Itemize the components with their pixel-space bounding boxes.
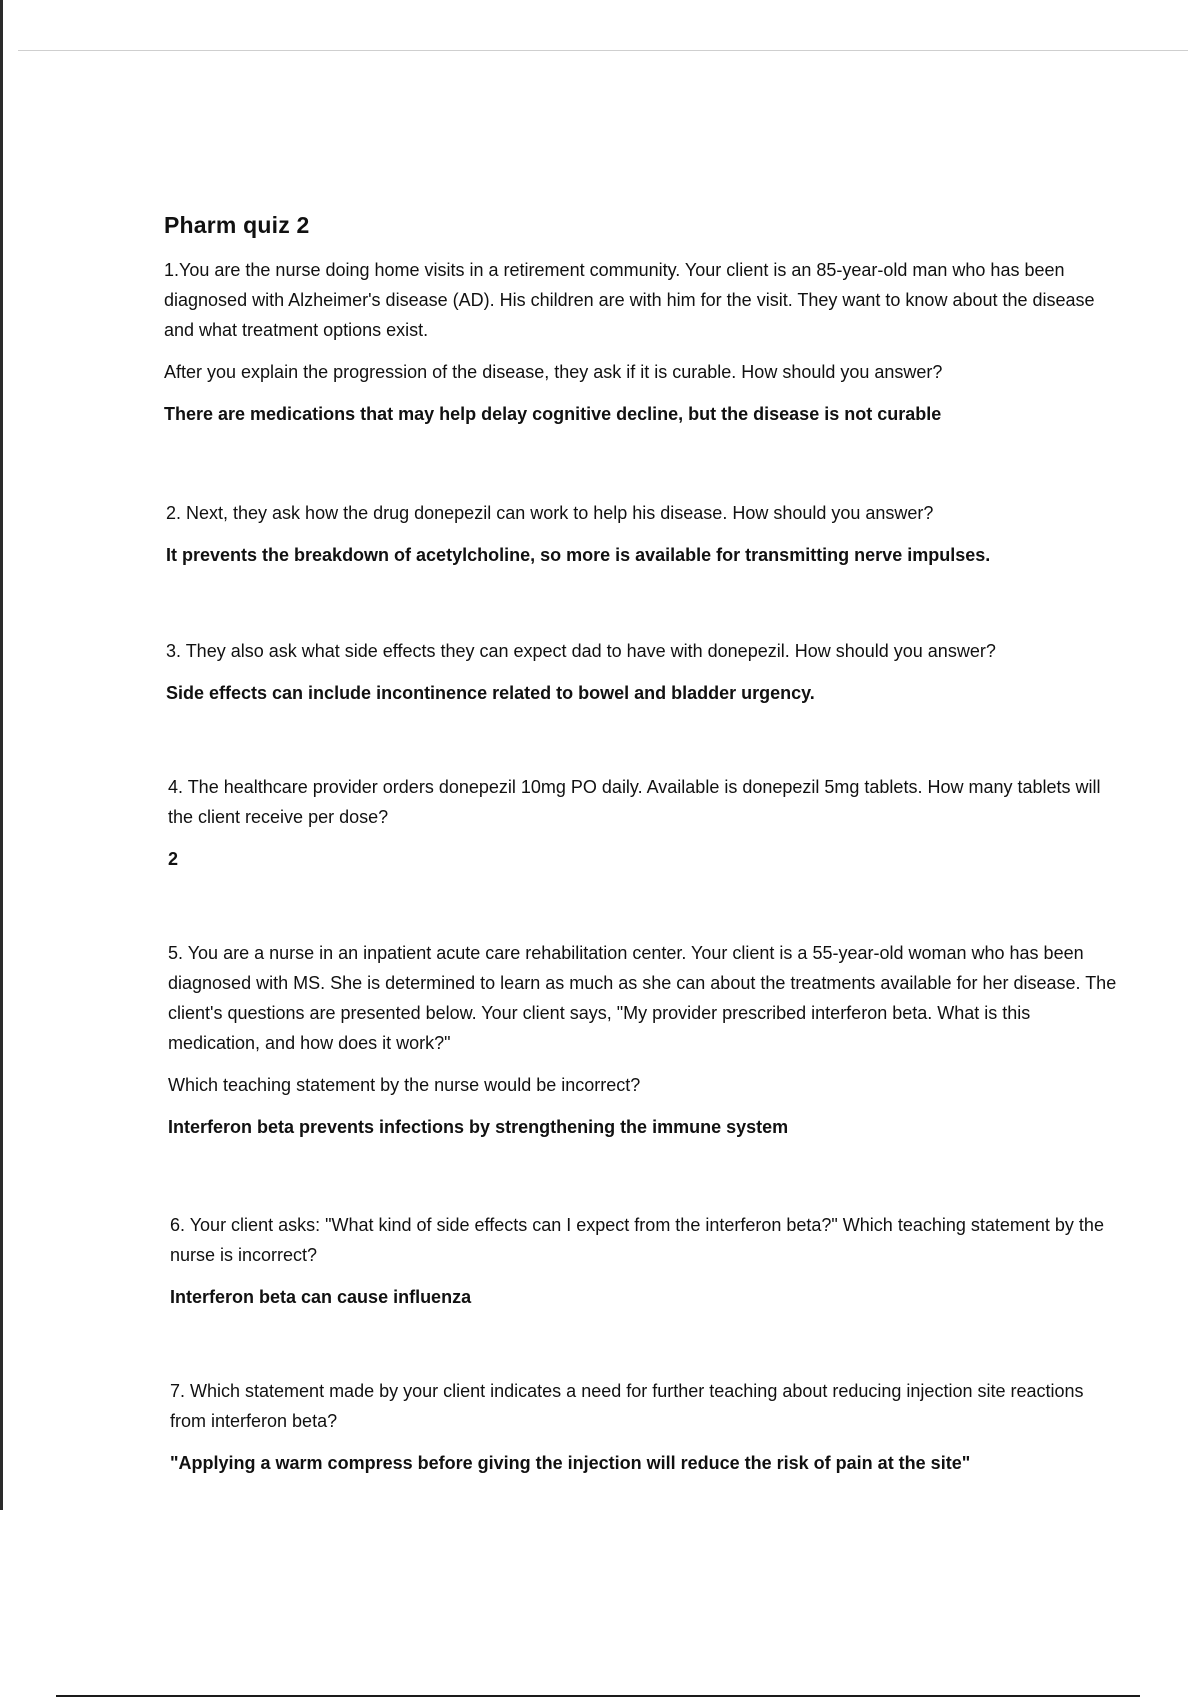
question-text: 7. Which statement made by your client indicates a need for further teaching about reducing injection site reactions from interferon beta? [170,1381,1084,1431]
answer-text: It prevents the breakdown of acetylcholine, so more is available for transmitting nerve impulses. [166,545,991,565]
page-title: Pharm quiz 2 [164,212,310,238]
question-text: 6. Your client asks: "What kind of side effects can I expect from the interferon beta?" Which teaching statement by the nurse is incorrect? [170,1215,1104,1265]
question-followup: Which teaching statement by the nurse would be incorrect? [168,1075,641,1095]
scan-edge [0,0,3,1510]
question-text: 5. You are a nurse in an inpatient acute care rehabilitation center. Your client is a 55-year-old woman who has been diagnosed with MS. She is determined to learn as much as she can about the treatments available for her disease. The client's questions are presented below. Your client says, "My provider prescribed interferon beta. What is this medication, and how does it work?" [168,943,1117,1053]
page-bottom-rule [56,1695,1140,1697]
quiz-item-1 [164,255,1114,429]
answer-text: 2 [168,849,179,869]
quiz-item-4 [168,772,1118,874]
question-text: 2. Next, they ask how the drug donepezil can work to help his disease. How should you answer? [166,503,934,523]
scan-artifact-line [18,50,1188,51]
question-followup: After you explain the progression of the disease, they ask if it is curable. How should you answer? [164,362,943,382]
answer-text: "Applying a warm compress before giving the injection will reduce the risk of pain at the site" [170,1453,971,1473]
answer-text: Side effects can include incontinence related to bowel and bladder urgency. [166,683,815,703]
quiz-item-5 [168,938,1118,1142]
quiz-item-6 [170,1210,1120,1312]
answer-text: There are medications that may help delay cognitive decline, but the disease is not curable [164,404,942,424]
question-text: 1.You are the nurse doing home visits in a retirement community. Your client is an 85-year-old man who has been diagnosed with Alzheimer's disease (AD). His children are with him for the visit. They want to know about the disease and what treatment options exist. [164,260,1095,340]
quiz-item-2 [166,498,1116,570]
answer-text: Interferon beta prevents infections by strengthening the immune system [168,1117,789,1137]
question-text: 4. The healthcare provider orders donepezil 10mg PO daily. Available is donepezil 5mg tablets. How many tablets will the client receive per dose? [168,777,1101,827]
answer-text: Interferon beta can cause influenza [170,1287,472,1307]
quiz-item-7 [170,1376,1120,1478]
question-text: 3. They also ask what side effects they can expect dad to have with donepezil. How should you answer? [166,641,996,661]
quiz-item-3 [166,636,1116,708]
